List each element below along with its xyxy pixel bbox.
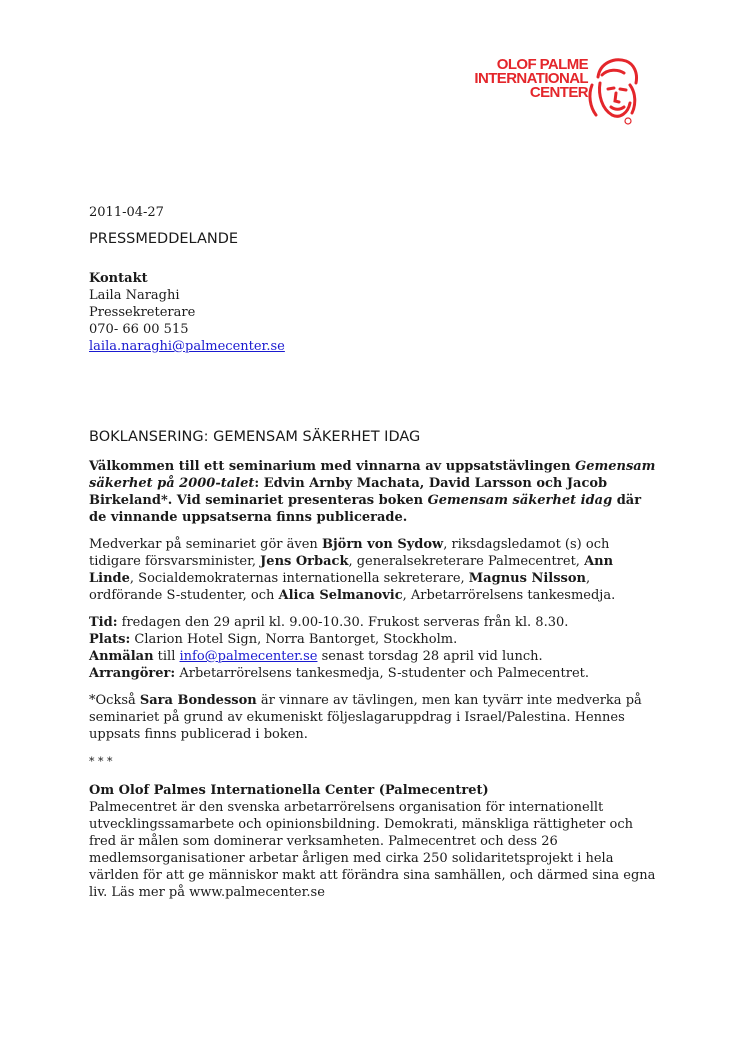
lead-paragraph: Välkommen till ett seminarium med vinnarna av uppsatstävlingen Gemensam säkerhet på 2000-talet: Edvin Arnby Machata, David Larsson och Jacob Birkeland*. Vid seminariet presenteras boken Gemensam säkerhet idag där de vinnande uppsatserna finns publicerade. xyxy=(89,459,656,525)
contact-phone: 070- 66 00 515 xyxy=(89,322,189,337)
release-date: 2011-04-27 xyxy=(89,205,164,220)
document-type: PRESSMEDDELANDE xyxy=(89,231,239,247)
contact-block xyxy=(89,270,659,355)
detail-organizers: Arrangörer: Arbetarrörelsens tankesmedja, S-studenter och Palmecentret. xyxy=(89,666,590,681)
about-title: Om Olof Palmes Internationella Center (Palmecentret) xyxy=(89,783,489,798)
logo-line-2: INTERNATIONAL xyxy=(474,70,588,87)
registration-email-link[interactable]: info@palmecenter.se xyxy=(179,649,318,664)
participants-paragraph: Medverkar på seminariet gör även Björn von Sydow, riksdagsledamot (s) och tidigare försvarsminister, Jens Orback, generalsekreterare Palmecentret, Ann Linde, Socialdemokraternas internationella sekreterare, Magnus Nilsson, ordförande S-studenter, och Alica Selmanovic, Arbetarrörelsens tankesmedja. xyxy=(89,537,616,603)
headline: BOKLANSERING: GEMENSAM SÄKERHET IDAG xyxy=(89,429,421,445)
logo-line-1: OLOF PALME xyxy=(496,56,588,73)
contact-title: Kontakt xyxy=(89,271,148,286)
contact-email-link[interactable]: laila.naraghi@palmecenter.se xyxy=(89,339,285,354)
contact-name: Laila Naraghi xyxy=(89,288,180,303)
detail-registration: Anmälan till info@palmecenter.se senast torsdag 28 april vid lunch. xyxy=(89,649,543,664)
logo-line-3: CENTER xyxy=(529,84,588,101)
about-text: Palmecentret är den svenska arbetarrörelsens organisation för internationellt utvecklingssamarbete och opinionsbildning. Demokrati, mänskliga rättigheter och fred är målen som dominerar verksamheten. Palmecentret och dess 26 medlemsorganisationer arbetar årligen med cirka 250 solidaritetsprojekt i hela världen för att ge människor makt att förändra sina samhällen, och därmed sina egna liv. Läs mer på www.palmecenter.se xyxy=(89,800,656,900)
contact-role: Pressekreterare xyxy=(89,305,196,320)
olof-palme-portrait-icon xyxy=(584,55,640,127)
detail-time: Tid: fredagen den 29 april kl. 9.00-10.30. Frukost serveras från kl. 8.30. xyxy=(89,615,569,630)
section-separator: * * * xyxy=(89,755,113,768)
logo-wordmark xyxy=(474,58,588,100)
event-details xyxy=(89,614,659,682)
press-release-body xyxy=(89,204,659,901)
olof-palme-center-logo xyxy=(462,55,640,127)
detail-place: Plats: Clarion Hotel Sign, Norra Bantorget, Stockholm. xyxy=(89,632,458,647)
footnote-paragraph: *Också Sara Bondesson är vinnare av tävlingen, men kan tyvärr inte medverka på seminariet på grund av ekumeniskt följeslagaruppdrag i Israel/Palestina. Hennes uppsats finns publicerad i boken. xyxy=(89,693,642,742)
